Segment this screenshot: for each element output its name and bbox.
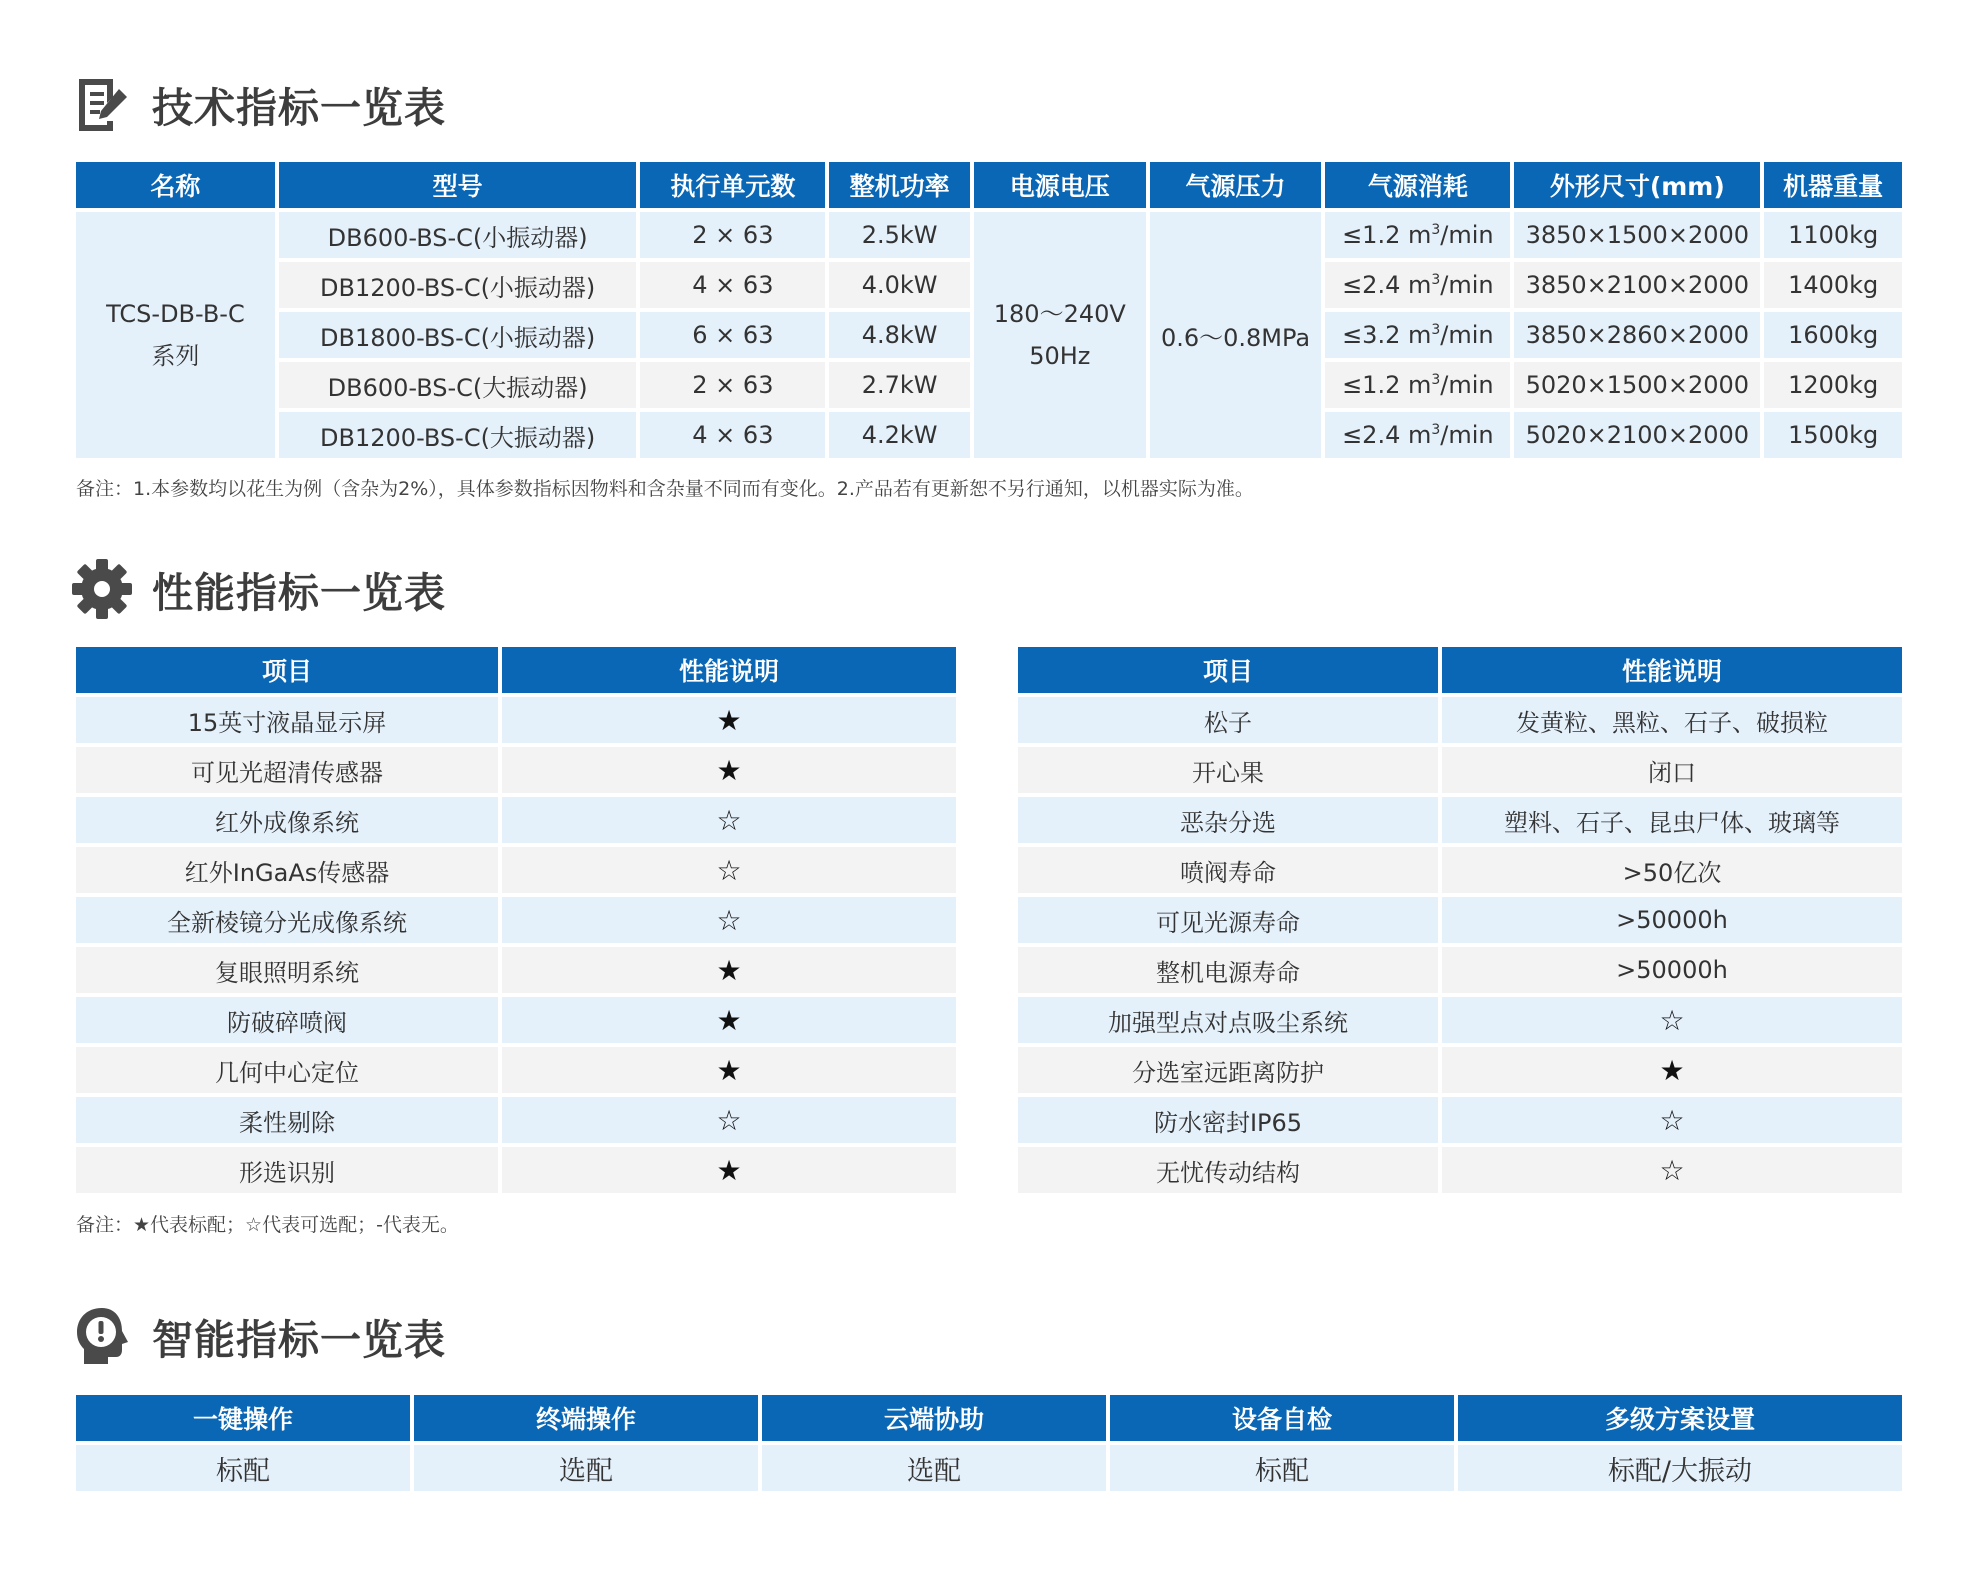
units-cell: 4 × 63 [640, 262, 825, 308]
value-cell: 闭口 [1442, 747, 1902, 793]
item-cell: 可见光源寿命 [1018, 897, 1438, 943]
header-terminal: 终端操作 [414, 1395, 758, 1441]
item-cell: 复眼照明系统 [76, 947, 498, 993]
value-cell: ★ [502, 947, 956, 993]
tech-title: 技术指标一览表 [152, 83, 446, 132]
item-cell: 无忧传动结构 [1018, 1147, 1438, 1193]
size-cell: 5020×2100×2000 [1514, 412, 1760, 458]
series-line2: 系列 [151, 342, 200, 370]
table-row [1018, 697, 1902, 743]
header-name: 名称 [76, 162, 275, 208]
voltage-line2: 50Hz [1029, 342, 1091, 370]
header-voltage: 电源电压 [974, 162, 1146, 208]
weight-cell: 1400kg [1764, 262, 1902, 308]
value-cell: ☆ [1442, 1147, 1902, 1193]
item-cell: 几何中心定位 [76, 1047, 498, 1093]
item-cell: 整机电源寿命 [1018, 947, 1438, 993]
value-cell: ☆ [502, 847, 956, 893]
perf-left-header-row [76, 647, 956, 693]
table-row [76, 1445, 1902, 1491]
item-cell: 松子 [1018, 697, 1438, 743]
header-one-key: 一键操作 [76, 1395, 410, 1441]
table-row [76, 747, 956, 793]
model-cell: DB1800-BS-C(小振动器) [279, 312, 637, 358]
table-row [1018, 947, 1902, 993]
power-cell: 4.0kW [829, 262, 970, 308]
air-cell: ≤2.4 $m^3/\min$ [1325, 262, 1510, 308]
table-row [76, 697, 956, 743]
voltage-cell [974, 212, 1146, 458]
air-cell: ≤3.2 $m^3/\min$ [1325, 312, 1510, 358]
header-size: 外形尺寸(mm) [1514, 162, 1760, 208]
table-row [76, 847, 956, 893]
units-cell: 2 × 63 [640, 212, 825, 258]
header-multi-level: 多级方案设置 [1458, 1395, 1902, 1441]
air-cell: ≤1.2 $m^3/\min$ [1325, 212, 1510, 258]
value-cell: ☆ [1442, 997, 1902, 1043]
power-cell: 2.7kW [829, 362, 970, 408]
header-desc: 性能说明 [1442, 647, 1902, 693]
item-cell: 柔性剔除 [76, 1097, 498, 1143]
table-row [1018, 847, 1902, 893]
item-cell: 红外InGaAs传感器 [76, 847, 498, 893]
header-pressure: 气源压力 [1150, 162, 1322, 208]
perf-title: 性能指标一览表 [152, 568, 446, 617]
tech-note: 备注：1.本参数均以花生为例（含杂为2%），具体参数指标因物料和含杂量不同而有变化。2.产品若有更新恕不另行通知，以机器实际为准。 [76, 478, 1254, 500]
item-cell: 加强型点对点吸尘系统 [1018, 997, 1438, 1043]
value-cell: ★ [502, 747, 956, 793]
smart-section-title [70, 1304, 446, 1368]
item-cell: 15英寸液晶显示屏 [76, 697, 498, 743]
header-self-check: 设备自检 [1110, 1395, 1454, 1441]
table-row [76, 997, 956, 1043]
header-item: 项目 [76, 647, 498, 693]
table-row [1018, 1097, 1902, 1143]
table-row [1018, 897, 1902, 943]
size-cell: 5020×1500×2000 [1514, 362, 1760, 408]
perf-table-left [72, 643, 960, 1197]
perf-note: 备注：★代表标配；☆代表可选配；-代表无。 [76, 1214, 459, 1236]
units-cell: 4 × 63 [640, 412, 825, 458]
header-weight: 机器重量 [1764, 162, 1902, 208]
table-row [1018, 997, 1902, 1043]
model-cell: DB1200-BS-C(大振动器) [279, 412, 637, 458]
units-cell: 2 × 63 [640, 362, 825, 408]
power-cell: 2.5kW [829, 212, 970, 258]
header-item: 项目 [1018, 647, 1438, 693]
value-cell: 发黄粒、黑粒、石子、破损粒 [1442, 697, 1902, 743]
value-cell: 标配 [1110, 1445, 1454, 1491]
item-cell: 红外成像系统 [76, 797, 498, 843]
checklist-icon [70, 72, 134, 136]
table-row [76, 897, 956, 943]
table-row [76, 1097, 956, 1143]
tech-header-row [76, 162, 1902, 208]
pressure-cell: 0.6～0.8MPa [1150, 212, 1322, 458]
value-cell: >50000h [1442, 947, 1902, 993]
table-row [76, 1047, 956, 1093]
item-cell: 开心果 [1018, 747, 1438, 793]
item-cell: 防水密封IP65 [1018, 1097, 1438, 1143]
value-cell: 选配 [762, 1445, 1106, 1491]
weight-cell: 1600kg [1764, 312, 1902, 358]
tech-section-title [70, 72, 446, 136]
head-alert-icon [70, 1304, 134, 1368]
item-cell: 防破碎喷阀 [76, 997, 498, 1043]
item-cell: 恶杂分选 [1018, 797, 1438, 843]
header-desc: 性能说明 [502, 647, 956, 693]
value-cell: >50000h [1442, 897, 1902, 943]
table-row [1018, 797, 1902, 843]
value-cell: ☆ [502, 1097, 956, 1143]
value-cell: ☆ [502, 897, 956, 943]
size-cell: 3850×1500×2000 [1514, 212, 1760, 258]
series-line1: TCS-DB-B-C [106, 300, 245, 328]
value-cell: ★ [502, 1147, 956, 1193]
perf-table-right [1014, 643, 1906, 1197]
voltage-line1: 180～240V [993, 300, 1126, 328]
value-cell: ★ [502, 697, 956, 743]
value-cell: 标配/大振动 [1458, 1445, 1902, 1491]
perf-section-title [70, 557, 446, 621]
item-cell: 喷阀寿命 [1018, 847, 1438, 893]
model-cell: DB1200-BS-C(小振动器) [279, 262, 637, 308]
header-power: 整机功率 [829, 162, 970, 208]
item-cell: 全新棱镜分光成像系统 [76, 897, 498, 943]
units-cell: 6 × 63 [640, 312, 825, 358]
value-cell: 标配 [76, 1445, 410, 1491]
item-cell: 形选识别 [76, 1147, 498, 1193]
table-row [1018, 1047, 1902, 1093]
gear-icon [70, 557, 134, 621]
size-cell: 3850×2860×2000 [1514, 312, 1760, 358]
air-cell: ≤1.2 $m^3/\min$ [1325, 362, 1510, 408]
size-cell: 3850×2100×2000 [1514, 262, 1760, 308]
air-cell: ≤2.4 $m^3/\min$ [1325, 412, 1510, 458]
table-row [76, 797, 956, 843]
value-cell: ★ [502, 1047, 956, 1093]
table-row [76, 1147, 956, 1193]
table-row [76, 947, 956, 993]
smart-table [72, 1391, 1906, 1495]
weight-cell: 1200kg [1764, 362, 1902, 408]
tech-spec-table [72, 158, 1906, 462]
value-cell: ☆ [1442, 1097, 1902, 1143]
model-cell: DB600-BS-C(小振动器) [279, 212, 637, 258]
weight-cell: 1500kg [1764, 412, 1902, 458]
header-model: 型号 [279, 162, 637, 208]
table-row [1018, 1147, 1902, 1193]
model-cell: DB600-BS-C(大振动器) [279, 362, 637, 408]
table-row [1018, 747, 1902, 793]
perf-right-header-row [1018, 647, 1902, 693]
value-cell: ★ [502, 997, 956, 1043]
value-cell: ☆ [502, 797, 956, 843]
value-cell: ★ [1442, 1047, 1902, 1093]
value-cell: 选配 [414, 1445, 758, 1491]
item-cell: 分选室远距离防护 [1018, 1047, 1438, 1093]
item-cell: 可见光超清传感器 [76, 747, 498, 793]
value-cell: >50亿次 [1442, 847, 1902, 893]
header-cloud: 云端协助 [762, 1395, 1106, 1441]
table-row [76, 212, 1902, 258]
header-units: 执行单元数 [640, 162, 825, 208]
smart-title: 智能指标一览表 [152, 1315, 446, 1364]
header-air: 气源消耗 [1325, 162, 1510, 208]
series-cell [76, 212, 275, 458]
value-cell: 塑料、石子、昆虫尸体、玻璃等 [1442, 797, 1902, 843]
weight-cell: 1100kg [1764, 212, 1902, 258]
power-cell: 4.2kW [829, 412, 970, 458]
power-cell: 4.8kW [829, 312, 970, 358]
smart-header-row [76, 1395, 1902, 1441]
